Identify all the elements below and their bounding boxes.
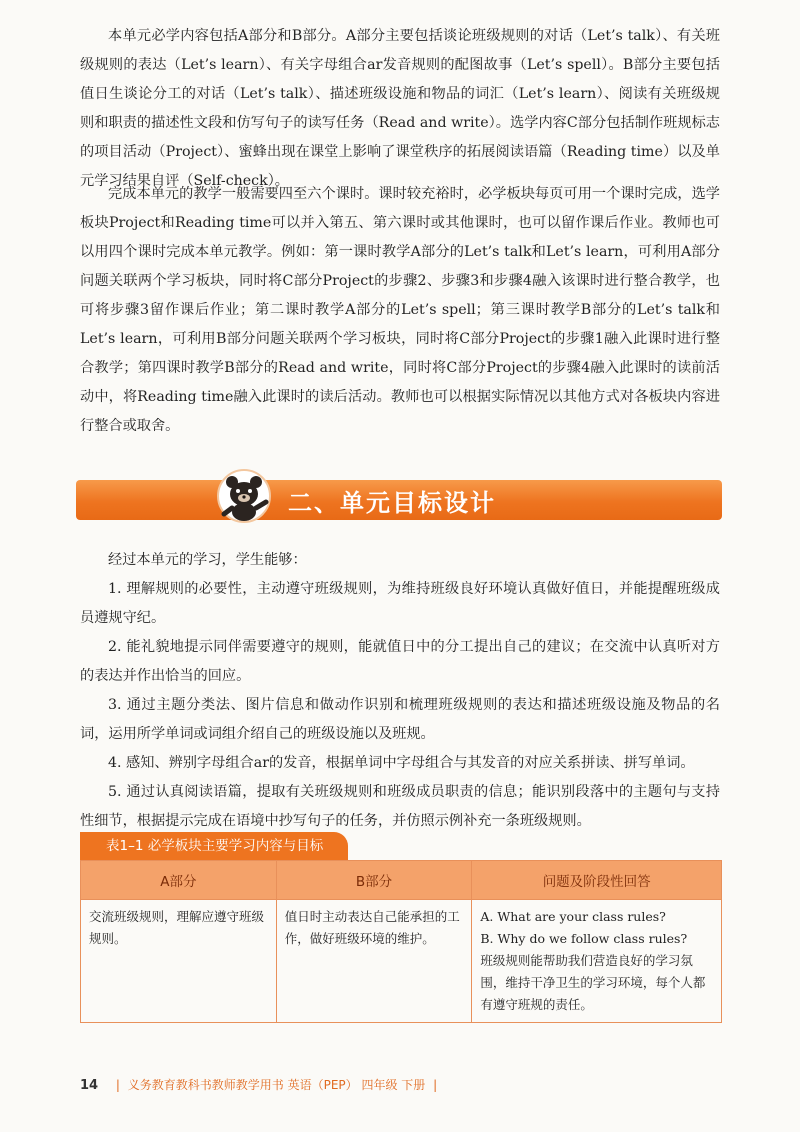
bear-mascot-icon xyxy=(216,468,272,524)
cell-part-a: 交流班级规则，理解应遵守班级规则。 xyxy=(81,900,277,1023)
goal-item: 2. 能礼貌地提示同伴需要遵守的规则，能就值日中的分工提出自己的建议；在交流中认真听对方的表达并作出恰当的回应。 xyxy=(80,639,720,684)
intro-paragraph-1: 本单元必学内容包括A部分和B部分。A部分主要包括谈论班级规则的对话（Let’s talk）、有关班级规则的表达（Let’s learn）、有关字母组合ar发音规则的配图故事（Let’s spell）。B部分主要包括值日生谈论分工的对话（Let’s talk）、描述班级设施和物品的词汇（Let’s learn）、阅读有关班级规则和职责的描述性文段和仿写句子的读写任务（Read and write）。选学内容C部分包括制作班规标志的项目活动（Project）、蜜蜂出现在课堂上影响了课堂秩序的拓展阅读语篇（Reading time）以及单元学习结果自评（Self-check）。 xyxy=(80,28,720,189)
intro-paragraph-2: 完成本单元的教学一般需要四至六个课时。课时较充裕时，必学板块每页可用一个课时完成，选学板块Project和Reading time可以并入第五、第六课时或其他课时，也可以留作课后作业。教师也可以用四个课时完成本单元教学。例如：第一课时教学A部分的Let’s talk和Let’s learn，可利用A部分问题关联两个学习板块，同时将C部分Project的步骤2、步骤3和步骤4融入该课时进行整合教学，也可将步骤3留作课后作业；第二课时教学A部分的Let’s spell；第三课时教学B部分的Let’s talk和Let’s learn，可利用B部分问题关联两个学习板块，同时将C部分Project的步骤1融入此课时进行整合教学；第四课时教学B部分的Read and write，同时将C部分Project的步骤4融入此课时的读前活动中，将Reading time融入此课时的读后活动。教师也可以根据实际情况以其他方式对各板块内容进行整合或取舍。 xyxy=(80,186,720,434)
section-title: 二、单元目标设计 xyxy=(288,489,496,517)
table-header-row xyxy=(81,861,722,900)
header-part-b: B部分 xyxy=(276,861,472,900)
stage-answer: 班级规则能帮助我们营造良好的学习氛围，维持干净卫生的学习环境，每个人都有遵守班规的责任。 xyxy=(480,953,706,1012)
goal-item: 4. 感知、辨别字母组合ar的发音，根据单词中字母组合与其发音的对应关系拼读、拼写单词。 xyxy=(108,755,695,771)
content-table xyxy=(80,860,722,1023)
question-b: B. Why do we follow class rules? xyxy=(480,931,688,946)
table-caption: 表1–1 必学板块主要学习内容与目标 xyxy=(80,832,348,860)
page-footer xyxy=(80,1076,441,1093)
footer-divider: | xyxy=(433,1078,438,1092)
goals-lead: 经过本单元的学习，学生能够： xyxy=(108,552,307,568)
footer-book-title: 义务教育教科书教师教学用书 英语（PEP） 四年级 下册 xyxy=(127,1078,426,1092)
footer-divider: | xyxy=(115,1078,120,1092)
header-questions: 问题及阶段性回答 xyxy=(472,861,722,900)
header-part-a: A部分 xyxy=(81,861,277,900)
question-a: A. What are your class rules? xyxy=(480,909,666,924)
goal-item: 5. 通过认真阅读语篇，提取有关班级规则和班级成员职责的信息；能识别段落中的主题句与支持性细节，根据提示完成在语境中抄写句子的任务，并仿照示例补充一条班级规则。 xyxy=(80,784,720,829)
goal-item: 3. 通过主题分类法、图片信息和做动作识别和梳理班级规则的表达和描述班级设施及物品的名词，运用所学单词或词组介绍自己的班级设施以及班规。 xyxy=(80,697,720,742)
table-row xyxy=(81,900,722,1023)
goal-item: 1. 理解规则的必要性，主动遵守班级规则，为维持班级良好环境认真做好值日，并能提醒班级成员遵规守纪。 xyxy=(80,581,720,626)
cell-questions xyxy=(472,900,722,1023)
goals-list xyxy=(80,546,720,836)
cell-part-b: 值日时主动表达自己能承担的工作，做好班级环境的维护。 xyxy=(276,900,472,1023)
page-number: 14 xyxy=(80,1078,99,1093)
